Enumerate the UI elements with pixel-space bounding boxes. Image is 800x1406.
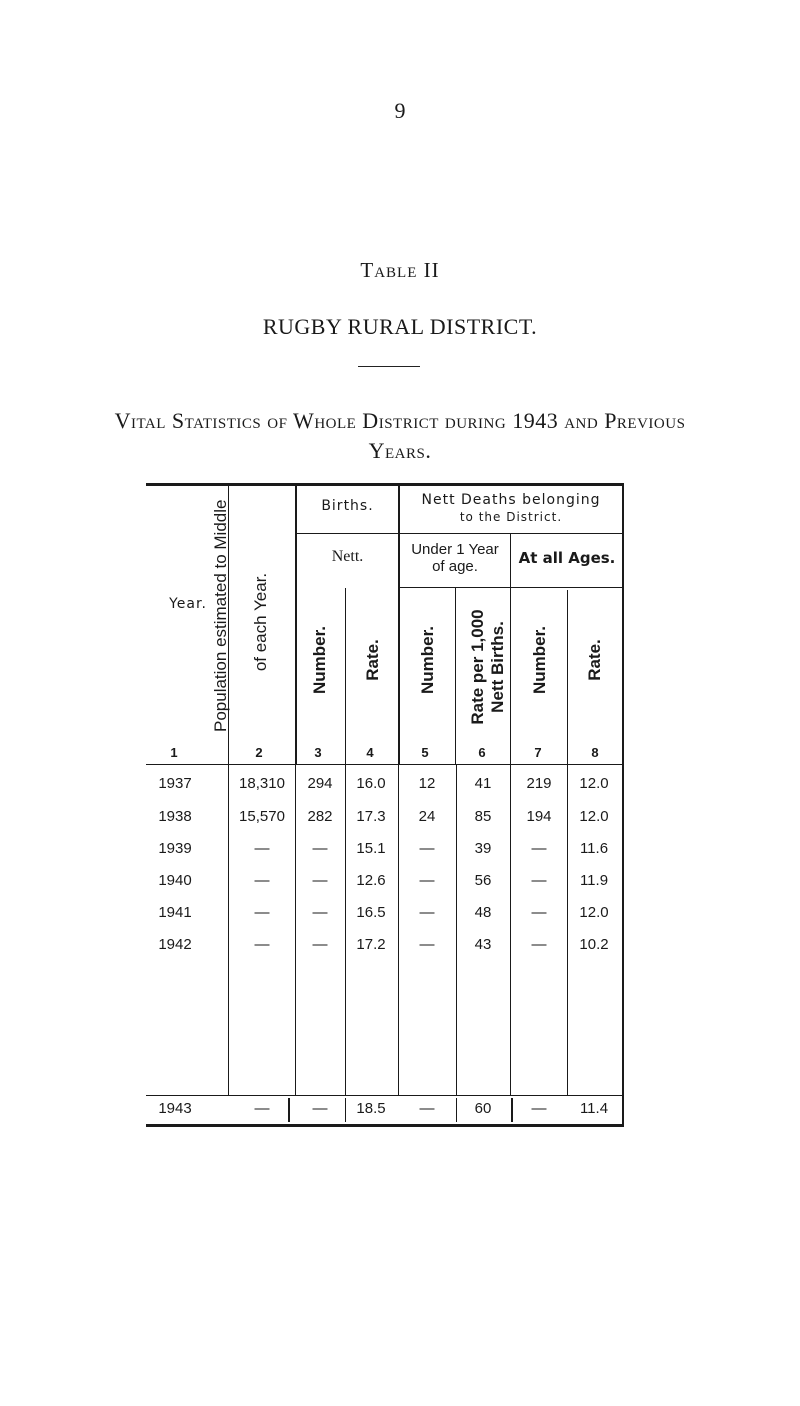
table-cell: —: [312, 936, 328, 953]
table-cell: 12.0: [579, 775, 609, 792]
table-cell: 1943: [158, 1100, 192, 1117]
table-cell: 18.5: [356, 1100, 386, 1117]
district-title: RUGBY RURAL DISTRICT.: [262, 314, 538, 339]
table-cell: 12.0: [579, 808, 609, 825]
header-divider-7: [567, 590, 568, 764]
table-cell: 194: [526, 808, 552, 825]
header-divider-3: [398, 486, 400, 764]
header-rate-per-1000-line-2: Nett Births.: [488, 621, 507, 713]
header-divider-6: [510, 534, 511, 764]
table-cell: 1938: [158, 808, 192, 825]
page-number: 9: [394, 98, 406, 123]
table-cell: —: [419, 840, 435, 857]
table-cell: 48: [474, 904, 492, 921]
header-divider-4: [345, 588, 346, 764]
header-year: Year.: [169, 596, 207, 612]
table-cell: —: [254, 1100, 270, 1117]
header-nett-deaths-line-1: Nett Deaths belonging: [421, 492, 601, 508]
table-bottom-border: [146, 1124, 624, 1127]
table-cell: —: [531, 904, 547, 921]
table-cell: 56: [474, 872, 492, 889]
header-divider-5: [455, 588, 456, 764]
header-under1-number: Number.: [418, 625, 437, 695]
header-nett: Nett.: [331, 548, 364, 565]
header-births: Births.: [321, 498, 374, 514]
column-number-5: 5: [421, 745, 429, 760]
table-cell: 15,570: [239, 808, 285, 825]
table-cell: —: [531, 936, 547, 953]
table-cell: 11.6: [579, 840, 609, 857]
table-label: Table II: [360, 258, 440, 282]
title-rule: [358, 366, 420, 367]
table-cell: —: [419, 1100, 435, 1117]
column-number-1: 1: [170, 745, 178, 760]
table-cell: 1940: [158, 872, 192, 889]
table-cell: 17.3: [356, 808, 386, 825]
table-top-border: [146, 483, 624, 486]
table-cell: —: [531, 1100, 547, 1117]
subtitle-line-2: Years.: [368, 438, 432, 463]
header-births-number: Number.: [310, 625, 329, 695]
table-cell: 1942: [158, 936, 192, 953]
table-cell: —: [254, 872, 270, 889]
header-rule-1: [297, 533, 622, 534]
table-cell: —: [254, 840, 270, 857]
table-cell: —: [419, 936, 435, 953]
table-cell: 1937: [158, 775, 192, 792]
table-cell: —: [419, 904, 435, 921]
table-cell: 15.1: [356, 840, 386, 857]
table-cell: 12.6: [356, 872, 386, 889]
table-cell: 1939: [158, 840, 192, 857]
table-cell: 11.9: [579, 872, 609, 889]
table-right-border: [622, 483, 624, 1127]
header-population-line-2: of each Year.: [251, 572, 270, 672]
header-all-ages-rate: Rate.: [585, 639, 604, 681]
table-cell: 10.2: [579, 936, 609, 953]
table-cell: 219: [526, 775, 552, 792]
header-rule-2: [400, 587, 622, 588]
table-cell: 12.0: [579, 904, 609, 921]
table-cell: 39: [474, 840, 492, 857]
column-number-3: 3: [314, 745, 322, 760]
column-number-2: 2: [255, 745, 263, 760]
header-bottom-rule: [146, 764, 622, 765]
subtitle-line-1: Vital Statistics of Whole District during 1943 and Previous: [114, 408, 686, 433]
table-cell: —: [531, 872, 547, 889]
header-all-ages-number: Number.: [530, 625, 549, 695]
table-cell: —: [312, 904, 328, 921]
header-nett-deaths-line-2: to the District.: [459, 510, 563, 524]
header-divider-2: [295, 486, 297, 764]
column-number-6: 6: [478, 745, 486, 760]
column-number-7: 7: [534, 745, 542, 760]
table-cell: 43: [474, 936, 492, 953]
table-cell: —: [419, 872, 435, 889]
table-cell: —: [531, 840, 547, 857]
table-cell: —: [254, 936, 270, 953]
table-cell: 1941: [158, 904, 192, 921]
column-number-8: 8: [591, 745, 599, 760]
table-cell: 294: [307, 775, 333, 792]
table-cell: 11.4: [579, 1100, 609, 1117]
table-cell: 41: [474, 775, 492, 792]
table-cell: 17.2: [356, 936, 386, 953]
table-cell: 12: [418, 775, 436, 792]
table-cell: —: [312, 1100, 328, 1117]
column-number-4: 4: [366, 745, 374, 760]
table-cell: —: [312, 872, 328, 889]
table-cell: 85: [474, 808, 492, 825]
header-all-ages: At all Ages.: [518, 549, 616, 567]
table-cell: 16.0: [356, 775, 386, 792]
header-rate-per-1000-line-1: Rate per 1,000: [468, 609, 487, 725]
header-nett-deaths: [400, 492, 622, 526]
table-cell: 282: [307, 808, 333, 825]
table-cell: 16.5: [356, 904, 386, 921]
header-population-line-1: Population estimated to Middle: [211, 499, 230, 732]
table-cell: 24: [418, 808, 436, 825]
header-under-1-year: [400, 541, 510, 575]
table-cell: —: [254, 904, 270, 921]
row-1943-rule: [146, 1095, 622, 1096]
header-under-1-line-1: Under 1 Year: [411, 541, 499, 558]
header-under-1-line-2: of age.: [432, 558, 478, 575]
table-cell: 18,310: [239, 775, 285, 792]
header-births-rate: Rate.: [363, 639, 382, 681]
table-cell: 60: [474, 1100, 492, 1117]
table-cell: —: [312, 840, 328, 857]
